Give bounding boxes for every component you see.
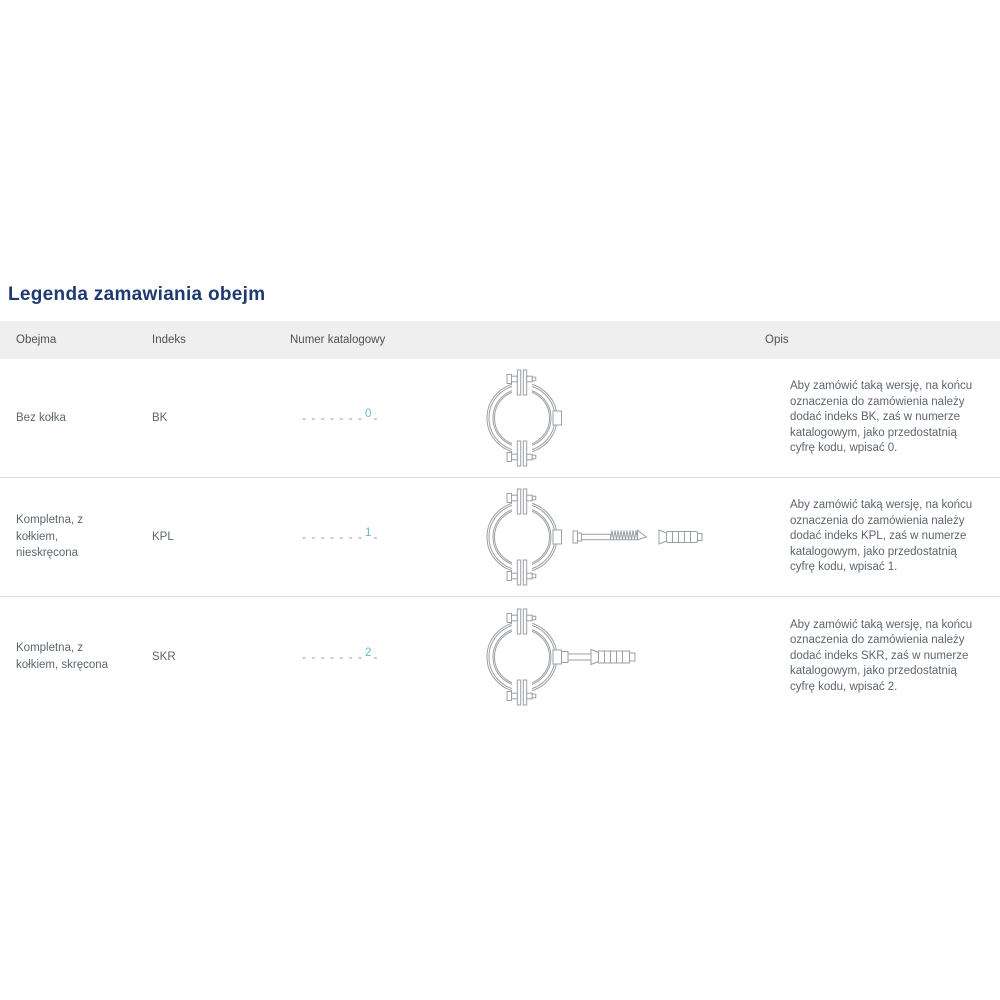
catalog-number-cell	[274, 527, 460, 544]
catalog-digit: 1	[364, 527, 372, 539]
index-label: KPL	[152, 531, 174, 543]
column-header-indeks: Indeks	[152, 334, 186, 346]
description-text: Aby zamówić taką wersję, na końcu oznaczenia do zamówienia należy dodać indeks KPL, zaś w numerze katalogowym, jako przedostatnią cyfrę kodu, wpisać 1.	[790, 499, 973, 574]
catalog-number-mask: - - - - - - -	[302, 649, 363, 664]
table-row	[0, 597, 1000, 716]
legend-table	[0, 321, 1000, 716]
catalog-digit: 2	[364, 646, 372, 659]
table-row	[0, 359, 1000, 478]
catalog-number-mask: -	[373, 530, 379, 544]
catalog-number-mask: - - - - - - -	[302, 411, 363, 425]
illustration-cell	[460, 600, 749, 714]
catalog-number-mask: - - - - - - -	[302, 530, 363, 544]
clamp-type-label: Kompletna, z kołkiem, skręcona	[16, 641, 109, 671]
catalog-number-cell	[274, 646, 460, 664]
table-row	[0, 478, 1000, 597]
catalog-digit: 0	[364, 408, 372, 420]
pipe-clamp-with-assembled-wall-plug-icon	[476, 600, 638, 714]
pipe-clamp-icon	[476, 361, 568, 475]
wall-plug-icon	[659, 530, 702, 544]
column-header-obejma: Obejma	[16, 334, 57, 346]
illustration-cell	[460, 361, 749, 475]
description-text: Aby zamówić taką wersję, na końcu oznaczenia do zamówienia należy dodać indeks SKR, zaś w numerze katalogowym, jako przedostatnią cyfrę kodu, wpisać 2.	[790, 618, 973, 693]
assembled-screw-and-wall-plug-icon	[562, 649, 636, 664]
column-header-numer-katalogowy: Numer katalogowy	[290, 334, 386, 346]
hanger-screw-icon	[573, 530, 647, 543]
index-label: SKR	[152, 650, 176, 663]
table-header-row	[0, 321, 1000, 359]
clamp-type-label: Kompletna, z kołkiem, nieskręcona	[16, 513, 84, 560]
catalog-number-mask: -	[373, 649, 379, 664]
column-header-opis: Opis	[765, 334, 789, 346]
description-text: Aby zamówić taką wersję, na końcu oznaczenia do zamówienia należy dodać indeks BK, zaś w numerze katalogowym, jako przedostatnią cyfrę kodu, wpisać 0.	[790, 380, 973, 455]
catalog-number-mask: -	[373, 411, 379, 425]
illustration-cell	[460, 480, 749, 594]
clamp-type-label: Bez kołka	[16, 411, 66, 424]
pipe-clamp-with-screw-and-wall-plug-icon	[476, 480, 704, 594]
catalog-number-cell	[274, 408, 460, 425]
index-label: BK	[152, 412, 168, 424]
page-title: Legenda zamawiania obejm	[8, 284, 266, 305]
